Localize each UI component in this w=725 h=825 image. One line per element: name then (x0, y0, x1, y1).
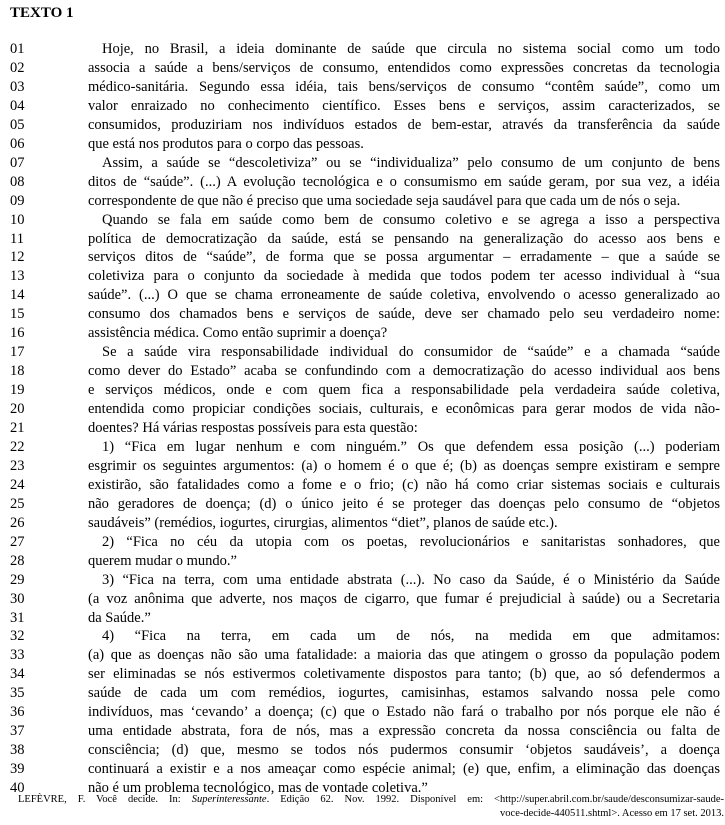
line-number: 15 (10, 306, 25, 323)
text-line (10, 741, 722, 759)
text-line (10, 305, 722, 323)
text-line (10, 324, 722, 342)
text-line (10, 97, 722, 115)
line-number: 31 (10, 609, 25, 626)
citation-line-1 (18, 793, 724, 807)
line-text: correspondente de que não é preciso que uma sociedade seja saudável para que cada um de nós o seja. (88, 192, 681, 209)
line-number: 30 (10, 590, 25, 607)
citation (18, 793, 724, 821)
text-line (10, 419, 722, 437)
line-number: 25 (10, 495, 25, 512)
text-line (10, 362, 722, 380)
line-number: 28 (10, 552, 25, 569)
line-text: da Saúde.” (88, 609, 151, 626)
line-number: 08 (10, 173, 25, 190)
line-number: 26 (10, 514, 25, 531)
text-line (10, 590, 722, 608)
line-number: 11 (10, 230, 24, 247)
text-line (10, 722, 722, 740)
line-text: (a voz anônima que adverte, nos maços de cigarro, que fumar é prejudicial à saúde) ou a Secretaria (88, 590, 720, 607)
text-line (10, 192, 722, 210)
text-line (10, 495, 722, 513)
text-line (10, 514, 722, 532)
line-text: Quando se fala em saúde como bem de consumo coletivo e se agrega a isso a perspectiva (102, 211, 720, 228)
line-number: 17 (10, 344, 25, 361)
citation-author: LEFÈVRE, F. Você decide. In: (18, 794, 192, 805)
text-line (10, 457, 722, 475)
line-number: 04 (10, 97, 25, 114)
line-number: 39 (10, 761, 25, 778)
line-text: ser eliminadas se nós estivermos coletivamente dispostos para tanto; (b) que, ao só defendermos a (88, 666, 720, 683)
line-text: 1) “Fica em lugar nenhum e com ninguém.” Os que defendem essa posição (...) poderiam (102, 438, 720, 455)
citation-line-2: voce-decide-440511.shtml>. Acesso em 17 set. 2013. (500, 808, 724, 819)
text-line (10, 211, 722, 229)
line-number: 16 (10, 325, 25, 342)
line-text: (a) que as doenças não são uma fatalidade: a maioria das que atingem o grosso da população podem (88, 647, 720, 664)
line-number: 14 (10, 287, 25, 304)
line-number: 20 (10, 401, 25, 418)
line-number: 32 (10, 628, 25, 645)
line-number: 36 (10, 704, 25, 721)
line-text: consumo dos chamados bens e serviços de saúde, deve ser chamado pelo seu verdadeiro nome: (88, 306, 720, 323)
text-line (10, 703, 722, 721)
line-number: 34 (10, 666, 25, 683)
line-number: 09 (10, 192, 25, 209)
line-text: existirão, são fatalidades como a fome e o frio; (c) não há como criar sistemas sociais e culturais (88, 476, 720, 493)
line-number: 10 (10, 211, 25, 228)
text-line (10, 400, 722, 418)
line-text: Hoje, no Brasil, a ideia dominante de saúde que circula no sistema social como um todo (102, 41, 720, 57)
line-text: assistência médica. Como então suprimir a doença? (88, 325, 388, 342)
line-number: 02 (10, 59, 25, 76)
line-text: saudáveis” (remédios, iogurtes, cirurgias, alimentos “diet”, planos de saúde etc.). (88, 514, 558, 531)
line-text: como dever do Estado” acaba se confundindo com a democratização do acesso individual aos bens (88, 363, 720, 380)
line-number: 01 (10, 41, 25, 57)
line-number: 24 (10, 476, 25, 493)
text-line (10, 59, 722, 77)
line-text: entendida como propiciar condições sociais, culturais, e econômicas para gerar modos de vida não- (88, 401, 720, 418)
text-line (10, 609, 722, 627)
line-text: associa a saúde a bens/serviços de consumo, entendidos como expressões concretas da tecnologia (88, 59, 720, 76)
line-text: Assim, a saúde se “descoletiviza” ou se “individualiza” pelo consumo de um conjunto de bens (102, 154, 720, 171)
line-number: 33 (10, 647, 25, 664)
line-text: esgrimir os seguintes argumentos: (a) o homem é o que é; (b) as doenças sempre existiram e sempre (88, 457, 720, 474)
line-text: doentes? Há várias respostas possíveis para esta questão: (88, 420, 418, 436)
text-line (10, 476, 722, 494)
line-number: 12 (10, 249, 25, 266)
text-line (10, 343, 722, 361)
text-line (10, 627, 722, 645)
line-number: 03 (10, 78, 25, 95)
text-line (10, 286, 722, 304)
text-line (10, 78, 722, 96)
text-line (10, 533, 722, 551)
line-text: ditos de “saúde”. (...) A evolução tecnológica e o consumismo em saúde geram, por sua vez, a idéia (88, 173, 720, 190)
line-number: 38 (10, 742, 25, 759)
line-text: querem mudar o mundo.” (88, 552, 237, 569)
line-text: consumidos, produziriam nos indivíduos estados de bem-estar, através da transferência da saúde (88, 116, 720, 133)
line-text: continuará a existir e a nos ameaçar como espécie animal; (e) que, enfim, a eliminação das doenças (88, 761, 720, 778)
line-number: 13 (10, 268, 25, 285)
line-number: 27 (10, 533, 25, 550)
text-line (10, 552, 722, 570)
text-line (10, 760, 722, 778)
line-text: política de democratização da saúde, está se pensando na generalização do acesso aos bens e (88, 230, 720, 247)
line-number: 29 (10, 571, 25, 588)
line-number: 05 (10, 116, 25, 133)
citation-details: . Edição 62. Nov. 1992. Disponível em: <http://super.abril.com.br/saude/desconsumizar-saude- (266, 794, 724, 805)
line-text: saúde de cada um com remédios, iogurtes, camisinhas, estamos salvando nossa pele como (88, 685, 720, 702)
text-line (10, 571, 722, 589)
text-line (10, 173, 722, 191)
text-line (10, 248, 722, 266)
line-number: 19 (10, 382, 25, 399)
text-line (10, 154, 722, 172)
text-line (10, 135, 722, 153)
line-text: 3) “Fica na terra, com uma entidade abstrata (...). No caso da Saúde, é o Ministério da Saúde (102, 571, 720, 588)
line-number: 40 (10, 780, 25, 797)
line-number: 21 (10, 420, 25, 436)
line-text: serviços ditos de “saúde”, de forma que se possa argumentar – erradamente – que a saúde se (88, 249, 720, 266)
text-line (10, 267, 722, 285)
line-text: não é um problema tecnológico, mas de vontade coletiva.” (88, 780, 428, 797)
text-line (10, 438, 722, 456)
citation-source: Superinteressante (191, 794, 267, 805)
text-line (10, 40, 722, 58)
line-text: valor enraizado no conhecimento científico. Esses bens e serviços, assim caracterizados, se (88, 97, 720, 114)
text-line (10, 684, 722, 702)
text-title: TEXTO 1 (10, 5, 74, 21)
line-text: 4) “Fica na terra, em cada um de nós, na medida em que admitamos: (102, 628, 720, 645)
line-text: indivíduos, mas ‘cevando’ a doença; (c) que o Estado não fará o trabalho por nós porque ele não é (88, 704, 720, 721)
line-text: coletiviza para o conjunto da sociedade à medida que todos podem ter acesso individual à “sua (88, 268, 720, 285)
line-text: 2) “Fica no céu da utopia com os poetas, revolucionários e sanitaristas sonhadores, que (102, 533, 720, 550)
line-text: que está nos produtos para o corpo das pessoas. (88, 135, 364, 152)
line-number: 37 (10, 723, 25, 740)
line-text: uma entidade abstrata, fora de nós, mas a expressão concreta da nossa consciência ou falta de (88, 723, 720, 740)
line-text: não geradores de doença; (d) o único jeito é se proteger das doenças pelo consumo de “objetos (88, 495, 720, 512)
text-line (10, 116, 722, 134)
line-text: e serviços médicos, onde e com quem fica a responsabilidade pela verdadeira saúde coletiva, (88, 382, 720, 399)
text-line (10, 381, 722, 399)
line-number: 35 (10, 685, 25, 702)
line-text: consciência; (d) que, mesmo se todos nós pudermos consumir ‘objetos saudáveis’, a doença (88, 742, 720, 759)
line-number: 18 (10, 363, 25, 380)
line-text: saúde”. (...) O que se chama erroneamente de saúde coletiva, envolvendo o acesso generalizado ao (88, 287, 720, 304)
text-line (10, 646, 722, 664)
text-line (10, 665, 722, 683)
line-text: Se a saúde vira responsabilidade individual do consumidor de “saúde” e a chamada “saúde (102, 344, 720, 361)
line-text: médico-sanitária. Segundo essa idéia, tais bens/serviços de consumo “contêm saúde”, como um (88, 78, 720, 95)
line-number: 06 (10, 135, 25, 152)
line-number: 07 (10, 154, 25, 171)
line-number: 23 (10, 457, 25, 474)
text-line (10, 230, 722, 248)
line-number: 22 (10, 438, 25, 455)
